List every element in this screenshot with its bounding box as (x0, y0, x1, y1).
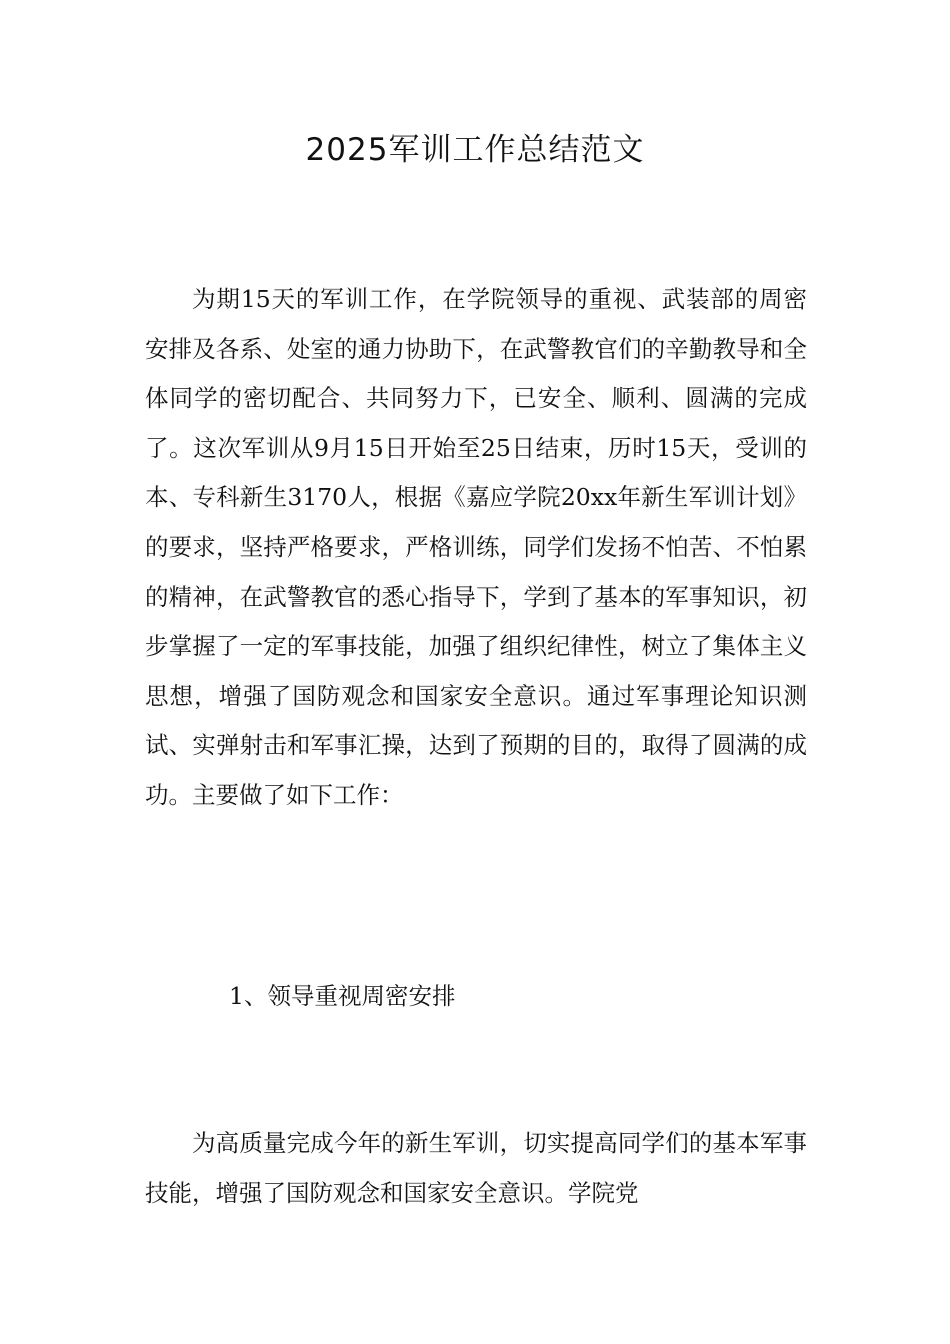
document-title: 2025军训工作总结范文 (305, 132, 645, 168)
body-paragraph-2: 为高质量完成今年的新生军训，切实提高同学们的基本军事技能，增强了国防观念和国家安全意识。学院党 (145, 1129, 807, 1207)
section-heading-1: 1、领导重视周密安排 (229, 982, 456, 1010)
body-paragraph-1: 为期15天的军训工作，在学院领导的重视、武装部的周密安排及各系、处室的通力协助下，在武警教官们的辛勤教导和全体同学的密切配合、共同努力下，已安全、顺利、圆满的完成了。这次军训从9月15日开始至25日结束，历时15天，受训的本、专科新生3170人，根据《嘉应学院20xx年新生军训计划》的要求，坚持严格要求，严格训练，同学们发扬不怕苦、不怕累的精神，在武警教官的悉心指导下，学到了基本的军事知识，初步掌握了一定的军事技能，加强了组织纪律性，树立了集体主义思想，增强了国防观念和国家安全意识。通过军事理论知识测试、实弹射击和军事汇操，达到了预期的目的，取得了圆满的成功。主要做了如下工作： (145, 285, 807, 809)
